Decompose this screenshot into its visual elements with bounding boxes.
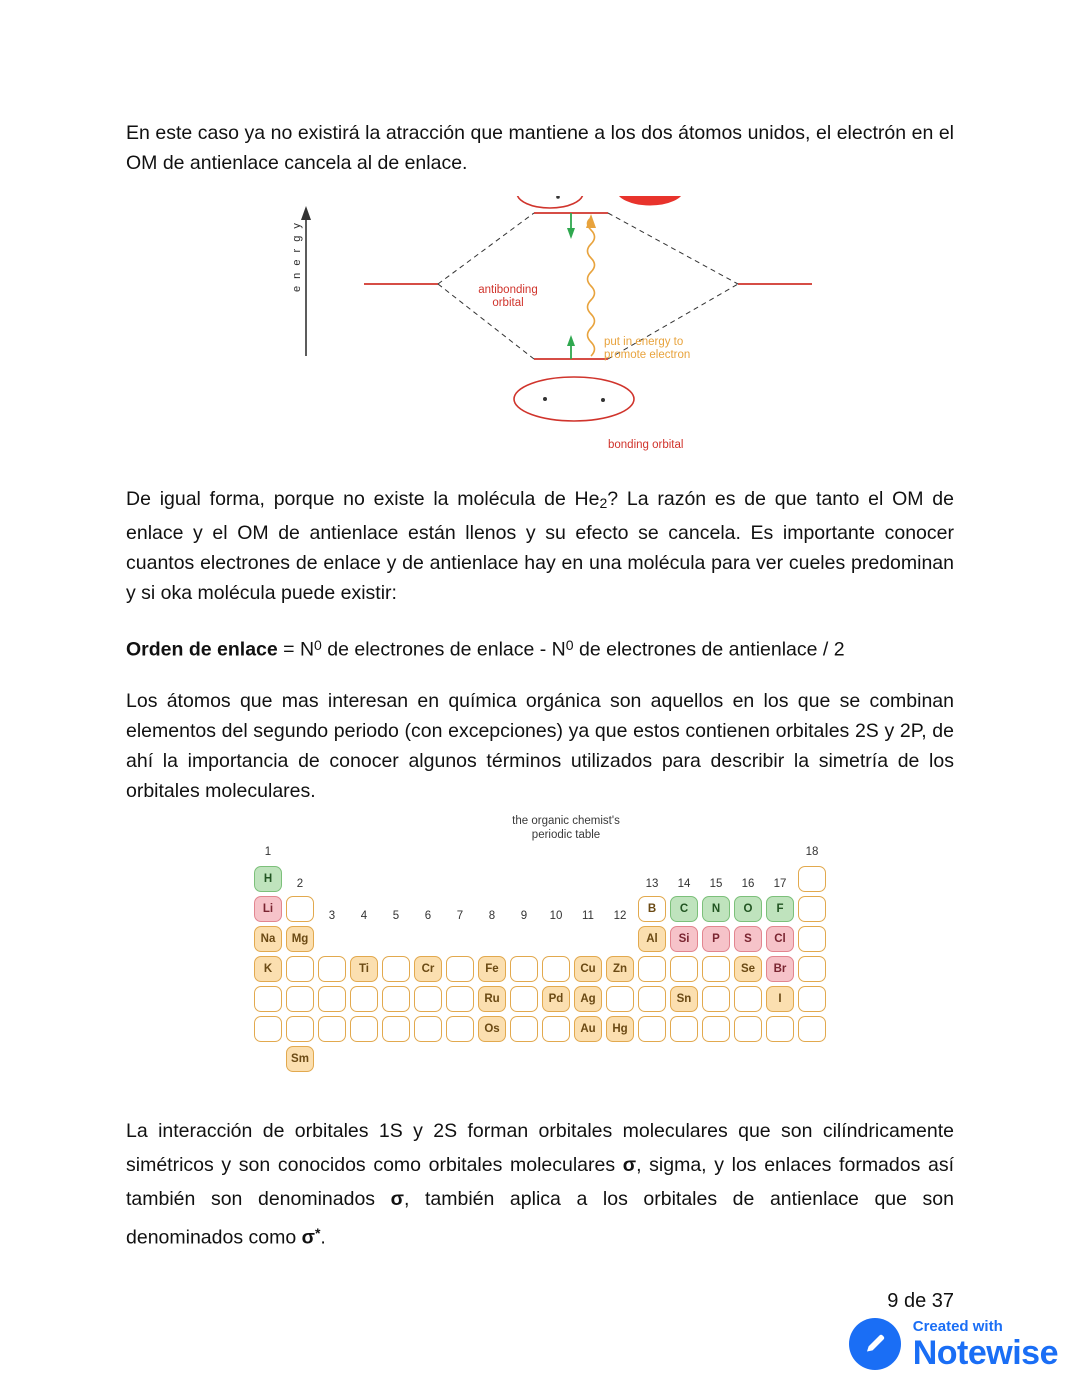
periodic-element-empty [382, 986, 410, 1012]
periodic-element-empty [254, 1016, 282, 1042]
periodic-element-h: H [254, 866, 282, 892]
periodic-group-number: 11 [582, 910, 594, 923]
periodic-element-empty [446, 1016, 474, 1042]
paragraph-3-bond-order: Orden de enlace = $N^0$ de electrones de enlace - $N^0$ de electrones de antienlace / 2 [126, 637, 845, 661]
periodic-element-empty [414, 986, 442, 1012]
notewise-watermark [849, 1318, 1058, 1370]
periodic-group-number: 2 [296, 878, 304, 891]
notewise-text [913, 1319, 1058, 1370]
periodic-element-mg: Mg [286, 926, 314, 952]
periodic-element-empty [350, 986, 378, 1012]
periodic-group-number: 16 [741, 878, 755, 891]
bonding-orbital-label: bonding orbital [608, 439, 684, 451]
periodic-element-li: Li [254, 896, 282, 922]
periodic-element-empty [766, 1016, 794, 1042]
periodic-element-pd: Pd [542, 986, 570, 1012]
periodic-element-na: Na [254, 926, 282, 952]
periodic-element-empty [318, 956, 346, 982]
periodic-element-c: C [670, 896, 698, 922]
notewise-brand: Notewise [912, 1333, 1058, 1372]
periodic-group-number: 9 [520, 910, 528, 923]
sigma-symbol-1: σ [622, 1154, 637, 1177]
periodic-element-hg: Hg [606, 1016, 634, 1042]
periodic-element-os: Os [478, 1016, 506, 1042]
periodic-element-ag: Ag [574, 986, 602, 1012]
energy-axis [301, 206, 311, 356]
page-number: 9 de 37 [887, 1290, 954, 1312]
created-with-label: Created with [912, 1317, 1003, 1335]
periodic-element-empty [350, 1016, 378, 1042]
periodic-element-empty [702, 986, 730, 1012]
antibonding-orbital-lobe [517, 196, 583, 208]
periodic-element-si: Si [670, 926, 698, 952]
paragraph-4: Los átomos que mas interesan en química orgánica son aquellos en los que se combinan elementos del segundo periodo (con excepciones) ya que estos contienen orbitales 2S y 2P, de ahí la importancia de conocer algunos términos utilizados para describir la simetría de los orbitales moleculares. [126, 690, 954, 803]
periodic-element-empty [446, 986, 474, 1012]
periodic-element-empty [734, 1016, 762, 1042]
periodic-group-number: 12 [613, 910, 627, 923]
sigma-symbol-3: σ [301, 1226, 315, 1249]
superscript-zero-2: 0 [565, 637, 574, 654]
periodic-group-number: 4 [360, 910, 368, 923]
periodic-element-empty [606, 986, 634, 1012]
periodic-element-empty [702, 1016, 730, 1042]
periodic-element-ru: Ru [478, 986, 506, 1012]
periodic-element-n: N [702, 896, 730, 922]
paragraph-5: La interacción de orbitales 1S y 2S forman orbitales moleculares que son cilíndricamente simétricos y son conocidos como orbitales moleculares σ, sigma, y los enlaces formados así también son denominados σ, también aplica a los orbitales de antienlace que son denominados como σ*. [126, 1120, 954, 1249]
periodic-group-number: 10 [549, 910, 563, 923]
periodic-element-cr: Cr [414, 956, 442, 982]
periodic-group-number: 8 [488, 910, 496, 923]
molecular-orbital-diagram [126, 196, 954, 451]
periodic-element-empty [638, 956, 666, 982]
periodic-element-empty [286, 896, 314, 922]
periodic-element-b: B [638, 896, 666, 922]
antibonding-orbital-label: antibonding orbital [478, 284, 538, 309]
periodic-element-empty [670, 956, 698, 982]
promote-electron-label: put in energy to promote electron [604, 336, 691, 361]
periodic-table-title: the organic chemist's periodic table [512, 815, 620, 842]
paragraph-2: De igual forma, porque no existe la molécula de $He_2$? La razón es de que tanto el OM de enlace y el OM de antienlace están llenos y su efecto se cancela. Es importante conocer cuantos electrones de enlace y de antienlace hay en una molécula para ver cueles predominan y si oka molécula puede existir: [126, 488, 954, 605]
sigma-star-superscript: * [314, 1225, 321, 1242]
periodic-element-k: K [254, 956, 282, 982]
periodic-element-empty [638, 1016, 666, 1042]
periodic-element-au: Au [574, 1016, 602, 1042]
periodic-element-empty [798, 956, 826, 982]
periodic-element-f: F [766, 896, 794, 922]
bond-order-term: Orden de enlace [126, 638, 278, 661]
bonding-orbital-lobe [514, 377, 634, 421]
mo-diagram-svg [126, 196, 954, 446]
periodic-group-number: 6 [424, 910, 432, 923]
periodic-element-empty [382, 956, 410, 982]
periodic-element-empty [286, 1016, 314, 1042]
periodic-element-fe: Fe [478, 956, 506, 982]
periodic-element-empty [798, 866, 826, 892]
periodic-element-empty [382, 1016, 410, 1042]
periodic-element-empty [702, 956, 730, 982]
periodic-element-empty [670, 1016, 698, 1042]
periodic-element-cl: Cl [766, 926, 794, 952]
periodic-element-empty [542, 1016, 570, 1042]
periodic-element-empty [510, 956, 538, 982]
periodic-element-s: S [734, 926, 762, 952]
document-content [126, 118, 954, 1255]
periodic-element-empty [286, 986, 314, 1012]
periodic-group-number: 5 [392, 910, 400, 923]
filled-red-lobe [617, 196, 683, 205]
periodic-element-empty [734, 986, 762, 1012]
periodic-group-number: 17 [773, 878, 787, 891]
periodic-element-p: P [702, 926, 730, 952]
periodic-element-empty [542, 956, 570, 982]
paragraph-1: En este caso ya no existirá la atracción que mantiene a los dos átomos unidos, el electrón en el OM de antienlace cancela al de enlace. [126, 122, 954, 174]
periodic-element-sn: Sn [670, 986, 698, 1012]
periodic-element-empty [510, 986, 538, 1012]
periodic-group-number: 3 [328, 910, 336, 923]
periodic-element-empty [798, 1016, 826, 1042]
periodic-element-empty [446, 956, 474, 982]
periodic-element-cu: Cu [574, 956, 602, 982]
promotion-arrow [586, 214, 596, 356]
periodic-element-empty [254, 986, 282, 1012]
periodic-group-number: 13 [645, 878, 659, 891]
electron-arrows [567, 213, 575, 359]
periodic-element-empty [510, 1016, 538, 1042]
energy-axis-label: e n e r g y [291, 221, 303, 292]
periodic-element-ti: Ti [350, 956, 378, 982]
notewise-logo-icon [849, 1318, 901, 1370]
periodic-group-number: 14 [677, 878, 691, 891]
periodic-element-empty [286, 956, 314, 982]
superscript-zero-1: 0 [314, 637, 322, 654]
periodic-element-empty [318, 986, 346, 1012]
periodic-element-i: I [766, 986, 794, 1012]
periodic-element-zn: Zn [606, 956, 634, 982]
pencil-icon [861, 1330, 889, 1358]
periodic-element-empty [798, 926, 826, 952]
periodic-element-empty [318, 1016, 346, 1042]
sigma-symbol-2: σ [390, 1188, 404, 1211]
periodic-element-al: Al [638, 926, 666, 952]
periodic-element-se: Se [734, 956, 762, 982]
periodic-element-empty [414, 1016, 442, 1042]
periodic-group-number: 15 [709, 878, 723, 891]
periodic-element-sm: Sm [286, 1046, 314, 1072]
periodic-element-br: Br [766, 956, 794, 982]
periodic-element-empty [798, 986, 826, 1012]
periodic-element-empty [638, 986, 666, 1012]
organic-chemists-periodic-table [126, 812, 954, 1066]
periodic-group-number: 1 [264, 846, 272, 859]
periodic-element-empty [798, 896, 826, 922]
subscript-two: 2 [599, 495, 608, 512]
periodic-group-number: 18 [805, 846, 819, 859]
periodic-element-o: O [734, 896, 762, 922]
periodic-group-number: 7 [456, 910, 464, 923]
